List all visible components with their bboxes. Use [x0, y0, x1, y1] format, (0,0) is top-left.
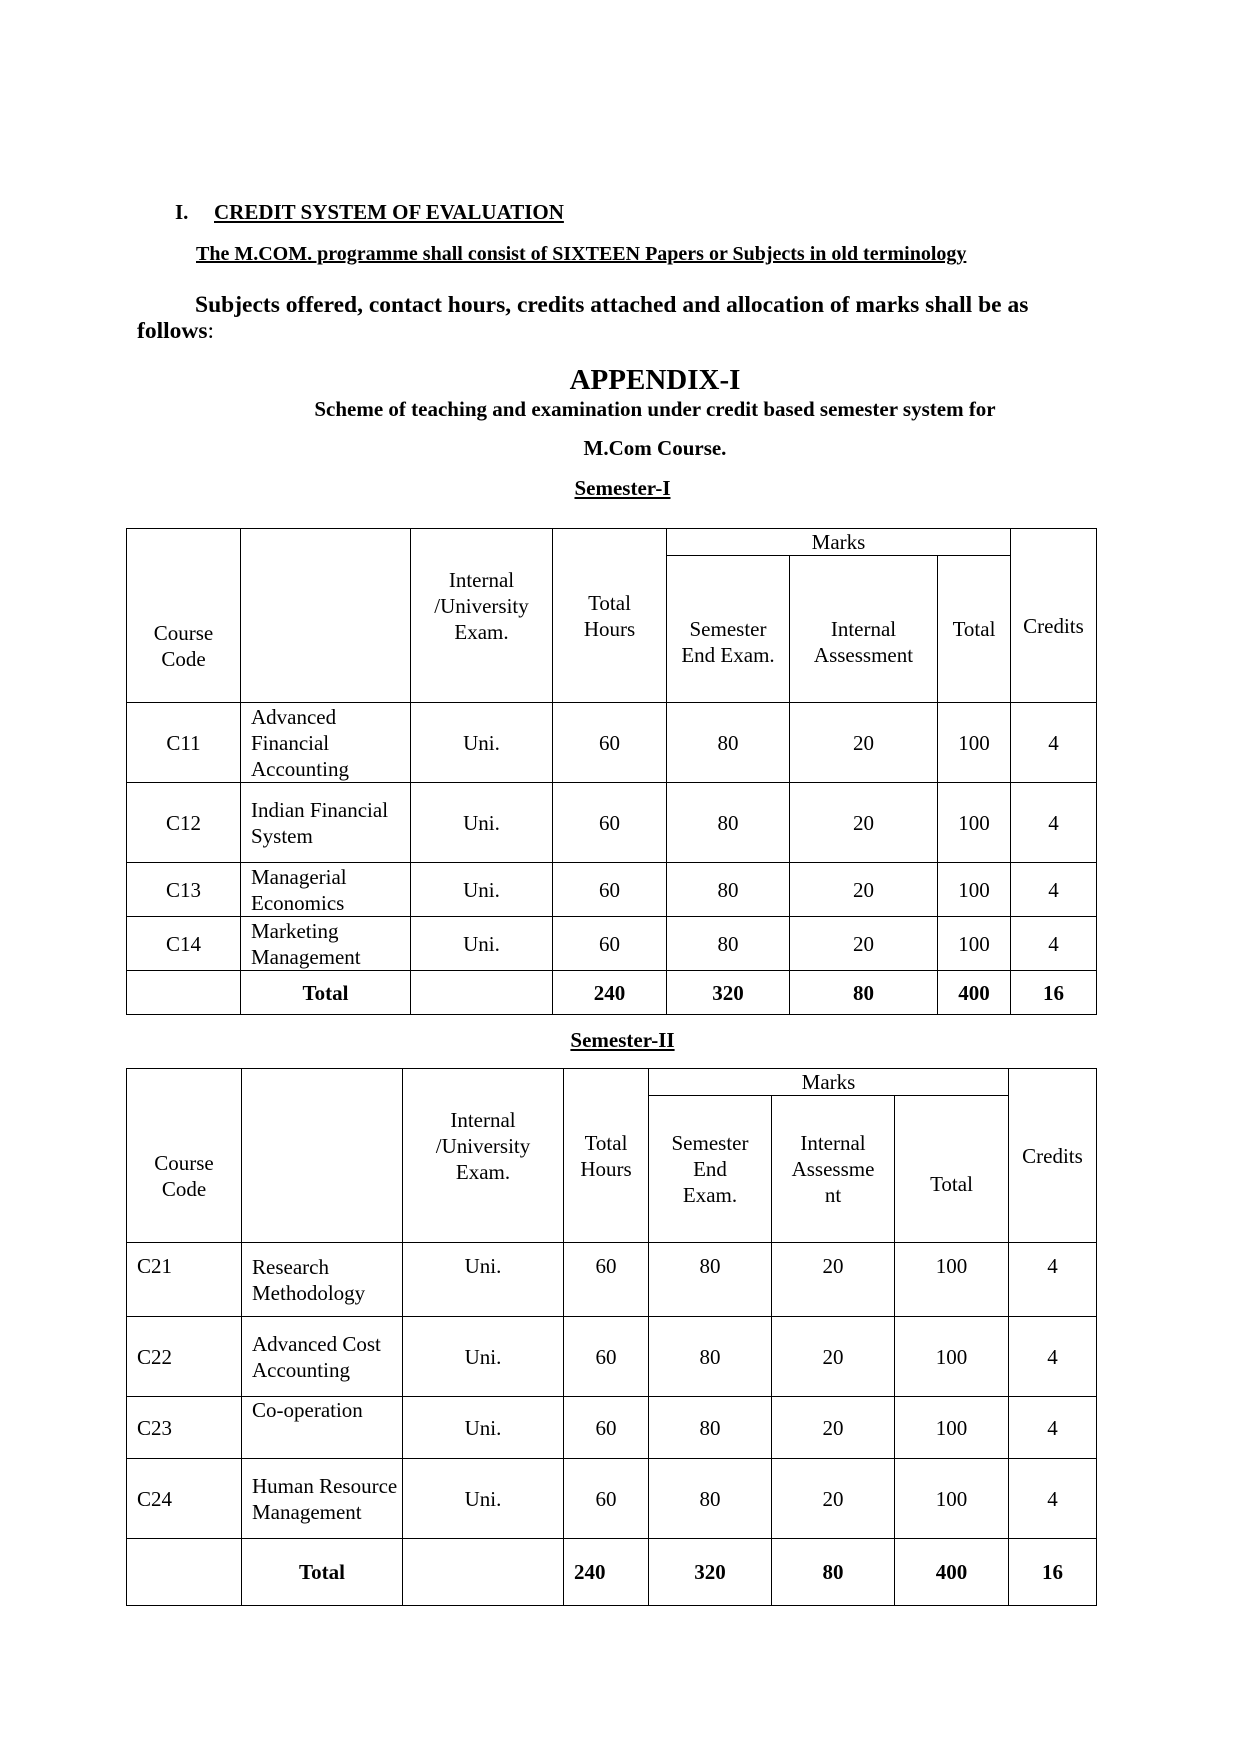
subject-cell: Co-operation — [242, 1397, 403, 1459]
marks-total-cell: 100 — [895, 1397, 1009, 1459]
semester-end-cell: 80 — [667, 863, 790, 917]
total-hours-cell: 60 — [553, 917, 667, 971]
internal-assessment-cell: 20 — [772, 1459, 895, 1539]
marks-total-cell: 100 — [938, 863, 1011, 917]
credits-cell: 16 — [1009, 1539, 1097, 1606]
header-semester-end-text: Semester End Exam. — [681, 616, 775, 667]
internal-assessment-cell: 20 — [772, 1397, 895, 1459]
subject-cell: Advanced Cost Accounting — [242, 1317, 403, 1397]
header-total-hours — [564, 1069, 649, 1243]
semester-end-cell: 320 — [649, 1539, 772, 1606]
credits-cell: 4 — [1011, 703, 1097, 783]
header-internal-assessment-text: Internal Assessment — [813, 616, 914, 667]
total-hours-cell: 60 — [553, 783, 667, 863]
course-code-cell: C22 — [127, 1317, 242, 1397]
header-total-hours-text: Total Hours — [580, 1130, 632, 1181]
total-hours-cell: 240 — [564, 1539, 649, 1606]
internal-assessment-cell: 20 — [772, 1243, 895, 1317]
intro-paragraph — [137, 292, 1097, 344]
exam-type-cell: Uni. — [411, 703, 553, 783]
course-code-cell — [127, 1539, 242, 1606]
course-code-cell: C13 — [127, 863, 241, 917]
header-marks: Marks — [649, 1069, 1009, 1096]
marks-total-cell: 100 — [895, 1243, 1009, 1317]
marks-total-cell: 100 — [895, 1317, 1009, 1397]
credits-cell: 4 — [1009, 1459, 1097, 1539]
semester-end-cell: 320 — [667, 971, 790, 1015]
table-row — [127, 783, 1097, 863]
header-course-code-text: Course Code — [154, 1150, 214, 1201]
credits-cell: 4 — [1011, 917, 1097, 971]
credits-cell: 16 — [1011, 971, 1097, 1015]
programme-note: The M.COM. programme shall consist of SIXTEEN Papers or Subjects in old terminology — [196, 243, 967, 265]
header-credits: Credits — [1009, 1069, 1097, 1243]
subject-cell: Research Methodology — [242, 1243, 403, 1317]
total-hours-cell: 60 — [564, 1459, 649, 1539]
semester-end-cell: 80 — [649, 1243, 772, 1317]
subject-cell: Advanced Financial Accounting — [241, 703, 411, 783]
credits-cell: 4 — [1009, 1317, 1097, 1397]
internal-assessment-cell: 20 — [772, 1317, 895, 1397]
credits-cell: 4 — [1011, 863, 1097, 917]
semester-end-cell: 80 — [667, 917, 790, 971]
course-code-cell: C23 — [127, 1397, 242, 1459]
semester-1-title: Semester-I — [574, 476, 671, 500]
subject-cell: Indian Financial System — [241, 783, 411, 863]
table-row — [127, 1397, 1097, 1459]
total-label-cell: Total — [241, 971, 411, 1015]
exam-type-cell: Uni. — [403, 1459, 564, 1539]
semester-end-cell: 80 — [667, 783, 790, 863]
table-row — [127, 703, 1097, 783]
table-row — [127, 863, 1097, 917]
table-row — [127, 1459, 1097, 1539]
course-code-cell — [127, 971, 241, 1015]
header-total-hours — [553, 529, 667, 703]
header-exam-type — [403, 1069, 564, 1243]
semester-end-cell: 80 — [649, 1317, 772, 1397]
credits-cell: 4 — [1009, 1243, 1097, 1317]
header-course-code — [127, 1069, 242, 1243]
header-course-code — [127, 529, 241, 703]
course-code-cell: C14 — [127, 917, 241, 971]
internal-assessment-cell: 20 — [790, 917, 938, 971]
semester-2-table — [126, 1068, 1097, 1606]
header-total: Total — [895, 1096, 1009, 1243]
marks-total-cell: 400 — [895, 1539, 1009, 1606]
header-subject — [241, 529, 411, 703]
total-row — [127, 1539, 1097, 1606]
marks-total-cell: 100 — [938, 917, 1011, 971]
semester-2-title: Semester-II — [570, 1028, 675, 1052]
internal-assessment-cell: 80 — [772, 1539, 895, 1606]
internal-assessment-cell: 80 — [790, 971, 938, 1015]
credits-cell: 4 — [1009, 1397, 1097, 1459]
exam-type-cell: Uni. — [411, 783, 553, 863]
header-internal-assessment — [772, 1096, 895, 1243]
header-internal-assessment-text: Internal Assessme nt — [791, 1131, 875, 1207]
semester-end-cell: 80 — [649, 1397, 772, 1459]
table-row — [127, 1243, 1097, 1317]
internal-assessment-cell: 20 — [790, 863, 938, 917]
intro-line-1: Subjects offered, contact hours, credits attached and allocation of marks shall be as — [195, 292, 1029, 318]
header-internal-assessment — [790, 556, 938, 703]
exam-type-cell — [411, 971, 553, 1015]
marks-total-cell: 400 — [938, 971, 1011, 1015]
header-marks: Marks — [667, 529, 1011, 556]
total-hours-cell: 240 — [553, 971, 667, 1015]
total-label-cell: Total — [242, 1539, 403, 1606]
semester-end-cell: 80 — [649, 1459, 772, 1539]
scheme-subtitle: Scheme of teaching and examination under credit based semester system for — [314, 397, 996, 421]
table-row — [127, 917, 1097, 971]
header-subject — [242, 1069, 403, 1243]
marks-total-cell: 100 — [938, 783, 1011, 863]
semester-1-table — [126, 528, 1097, 1015]
marks-total-cell: 100 — [895, 1459, 1009, 1539]
header-course-code-text: Course Code — [153, 620, 214, 671]
header-exam-type — [411, 529, 553, 703]
credits-cell: 4 — [1011, 783, 1097, 863]
total-hours-cell: 60 — [564, 1243, 649, 1317]
course-code-cell: C12 — [127, 783, 241, 863]
section-title: CREDIT SYSTEM OF EVALUATION — [214, 200, 564, 224]
table-row — [127, 1317, 1097, 1397]
total-hours-cell: 60 — [553, 863, 667, 917]
course-code-cell: C11 — [127, 703, 241, 783]
exam-type-cell: Uni. — [411, 863, 553, 917]
internal-assessment-cell: 20 — [790, 703, 938, 783]
subject-cell: Human Resource Management — [242, 1459, 403, 1539]
total-hours-cell: 60 — [564, 1317, 649, 1397]
header-semester-end — [667, 556, 790, 703]
total-hours-cell: 60 — [553, 703, 667, 783]
header-semester-end-text: Semester End Exam. — [671, 1131, 749, 1207]
internal-assessment-cell: 20 — [790, 783, 938, 863]
subject-cell: Marketing Management — [241, 917, 411, 971]
header-semester-end — [649, 1096, 772, 1243]
intro-colon: : — [207, 318, 215, 344]
exam-type-cell: Uni. — [411, 917, 553, 971]
exam-type-cell: Uni. — [403, 1243, 564, 1317]
header-total: Total — [938, 556, 1011, 703]
header-exam-type-text: Internal /University Exam. — [435, 1107, 531, 1184]
header-credits: Credits — [1011, 529, 1097, 703]
header-total-hours-text: Total Hours — [583, 590, 636, 641]
intro-line-2: follows — [137, 318, 208, 344]
marks-total-cell: 100 — [938, 703, 1011, 783]
course-code-cell: C21 — [127, 1243, 242, 1317]
exam-type-cell — [403, 1539, 564, 1606]
subject-cell: Managerial Economics — [241, 863, 411, 917]
total-hours-cell: 60 — [564, 1397, 649, 1459]
section-number: I. — [175, 200, 189, 224]
semester-end-cell: 80 — [667, 703, 790, 783]
total-row — [127, 971, 1097, 1015]
course-subtitle: M.Com Course. — [583, 436, 727, 460]
exam-type-cell: Uni. — [403, 1317, 564, 1397]
header-exam-type-text: Internal /University Exam. — [434, 567, 529, 644]
appendix-title: APPENDIX-I — [569, 364, 741, 396]
exam-type-cell: Uni. — [403, 1397, 564, 1459]
course-code-cell: C24 — [127, 1459, 242, 1539]
